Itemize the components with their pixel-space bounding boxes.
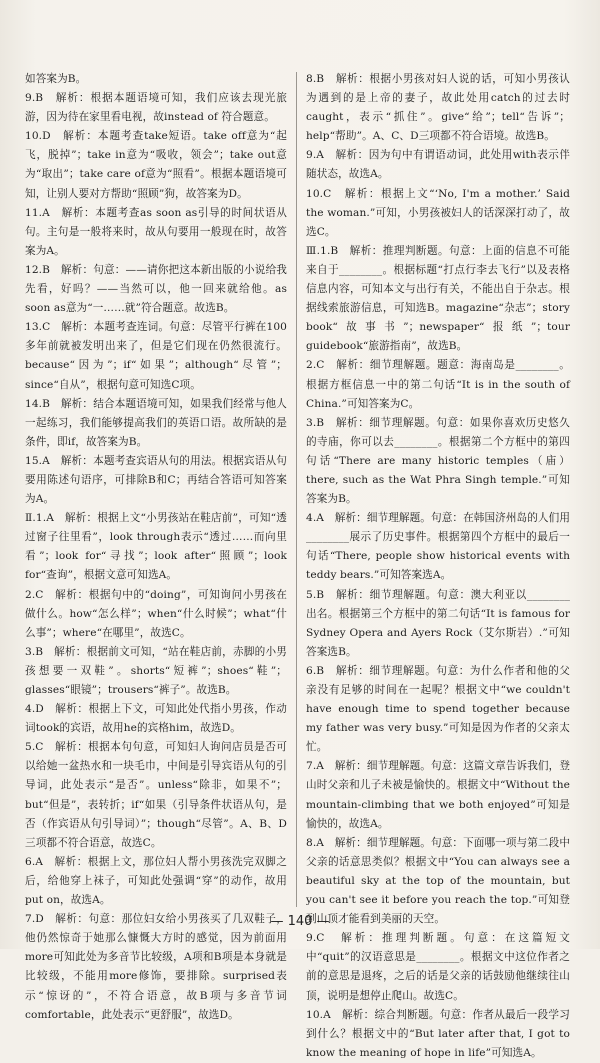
answer-entry: 8.A 解析：细节理解题。句意：下面哪一项与第二段中父亲的话意思类似？根据文中“You can always see a beautiful sky at the top of the mountain, but you can't see it before you reach the top.”可知登到山顶才能看到美丽的天空。 bbox=[306, 836, 574, 926]
answer-entry: 3.B 解析：根据前文可知，“站在鞋店前，赤脚的小男孩想要一双鞋”。shorts“短裤”；shoes“鞋”；glasses“眼镜”；trousers“裤子”。故选B。 bbox=[25, 645, 287, 696]
answer-entry: 5.C 解析：根据本句句意，可知妇人询问店员是否可以给她一盆热水和一块毛巾，中间是引导宾语从句的引导词，此处表示“是否”。unless“除非，如果不”；but“但是”，表转折；if“如果（引导条件状语从句，是否（作宾语从句引导词）”；though“尽管”。A、B、D三项都不符合语意，故选C。 bbox=[25, 741, 287, 849]
answer-entry: 6.B 解析：细节理解题。句意：为什么作者和他的父亲没有足够的时间在一起呢？根据文中“we couldn't have enough time to spend together because my father was very busy.”可知是因为作者的父亲太忙。 bbox=[306, 664, 574, 754]
answer-entry: Ⅱ.1.A 解析：根据上文“小男孩站在鞋店前”，可知“透过窗子往里看”，look through表示“透过……而向里看”；look for“寻找”；look after“照顾”；look for“查询”，根据文意可知选A。 bbox=[25, 512, 291, 582]
answer-entry: 9.C 解析：推理判断题。句意：在这篇短文中“quit”的汉语意思是________。根据文中这位作者之前的意思是退疼，之后的话是父亲的话鼓励他继续往山顶，说明是想停止爬山。故选C。 bbox=[306, 932, 570, 1002]
answer-entry: 10.C 解析：根据上文“‘No, I'm a mother.’ Said the woman.”可知，小男孩被妇人的话深深打动了，故选C。 bbox=[306, 187, 574, 238]
answer-entry: 8.B 解析：根据小男孩对妇人说的话，可知小男孩认为遇到的是上帝的妻子，故此处用catch的过去时caught，表示“抓住”。give“给”；tell“告诉”；help“帮助”。A、C、D三项都不符合语境。故选B。 bbox=[306, 73, 570, 143]
answer-entry: 如答案为B。 bbox=[25, 73, 87, 85]
answer-entry: 5.B 解析：细节理解题。句意：澳大利亚以________出名。根据第三个方框中的第二句话“It is famous for Sydney Opera and Ayers Rock（艾尔斯岩）.”可知答案选B。 bbox=[306, 588, 574, 658]
answer-entry: 6.A 解析：根据上文，那位妇人帮小男孩洗完双脚之后，给他穿上袜子，可知此处强调“穿”的动作，故用put on，故选A。 bbox=[25, 855, 287, 907]
column-divider bbox=[296, 72, 297, 907]
answer-entry: 14.B 解析：结合本题语境可知，如果我们经常与他人一起练习，我们能够提高我们的英语口语。故所缺的是条件，即if，故答案为B。 bbox=[25, 397, 287, 448]
answer-entry: 10.D 解析：本题考查take短语。take off意为“起飞，脱掉”；take in意为“吸收，领会”；take out意为“取出”；take care of意为“照看”。根据本题语境可知，让别人要对方帮助“照顾”狗，故答案为D。 bbox=[25, 130, 287, 200]
answer-entry: 3.B 解析：细节理解题。句意：如果你喜欢历史悠久的寺庙，你可以去________。根据第二个方框中的第四句话“There are many historic temples（庙）there, such as the Wat Phra Singh temple.”可知答案为B。 bbox=[306, 416, 570, 506]
left-column bbox=[25, 70, 291, 1025]
answer-entry: 2.C 解析：根据句中的“doing”，可知询问小男孩在做什么。how“怎么样”；when“什么时候”；what“什么事”；where“在哪里”，故选C。 bbox=[25, 588, 287, 639]
answer-entry: Ⅲ.1.B 解析：推理判断题。句意：上面的信息不可能来自于________。根据标题“打点行李去飞行”以及表格信息内容，可知本文与出行有关，不能出自于杂志。根据线索旅游信息，可知选B。magazine“杂志”；story book“故事书”；newspaper“报纸”；tour guidebook“旅游指南”，故选B。 bbox=[306, 244, 574, 353]
answer-entry: 11.A 解析：本题考查as soon as引导的时间状语从句。主句是一般将来时，故从句要用一般现在时，故答案为A。 bbox=[25, 206, 287, 257]
answer-entry: 13.C 解析：本题考查连词。句意：尽管平行裤在100多年前就被发明出来了，但是它们现在仍然很流行。because“因为”；if“如果”；although“尽管”；since“自从”，根据句意可知选C项。 bbox=[25, 321, 287, 391]
answer-entry: 10.A 解析：综合判断题。句意：作者从最后一段学习到什么？根据文中的“But later after that, I got to know the meaning of hope in life”可知选A。 bbox=[306, 1008, 574, 1059]
answer-entry: 4.D 解析：根据上下文，可知此处代指小男孩，作动词took的宾语，故用he的宾格him，故选D。 bbox=[25, 703, 287, 735]
answer-entry: 15.A 解析：本题考查宾语从句的用法。根据宾语从句要用陈述句语序，可排除B和C；再结合答语可知答案为A。 bbox=[25, 454, 287, 506]
answer-entry: 7.A 解析：细节理解题。句意：这篇文章告诉我们，登山时父亲和儿子未被是愉快的。根据文中“Without the mountain-climbing that we both enjoyed”可知是愉快的，故选A。 bbox=[306, 760, 574, 830]
page-number: — 140 — bbox=[270, 914, 330, 929]
answer-entry: 2.C 解析：细节理解题。题意：海南岛是________。根据方框信息一中的第二句话“It is in the south of China.”可知答案为C。 bbox=[306, 359, 574, 410]
answer-entry: 9.A 解析：因为句中有谓语动词，此处用with表示伴随状态，故选A。 bbox=[306, 149, 570, 181]
answer-entry: 9.B 解析：根据本题语境可知，我们应该去现光旅游，因为待在家里看电视，故instead of 符合题意。 bbox=[25, 92, 287, 124]
answer-entry: 4.A 解析：细节理解题。句意：在韩国济州岛的人们用________展示了历史事件。根据第四个方框中的最后一句话“There, people show historical events with teddy bears.”可知答案选A。 bbox=[306, 512, 574, 582]
answer-entry: 12.B 解析：句意：——请你把这本新出版的小说给我先看，好吗？——当然可以，他一回来就给他。as soon as意为“一……就”符合题意。故选B。 bbox=[25, 263, 291, 315]
answer-entry: 7.D 解析：句意：那位妇女给小男孩买了几双鞋子，他仍然惊奇于她那么慷慨大方时的感觉，因为前面用more可知此处为多音节比较级，A项和B项是本身就是比较级，不能用more修饰，要排除。surprised表示“惊讶的”，不符合语意，故B项与多音节词comfortable，此处表示“更舒服”，故选D。 bbox=[25, 913, 287, 1021]
